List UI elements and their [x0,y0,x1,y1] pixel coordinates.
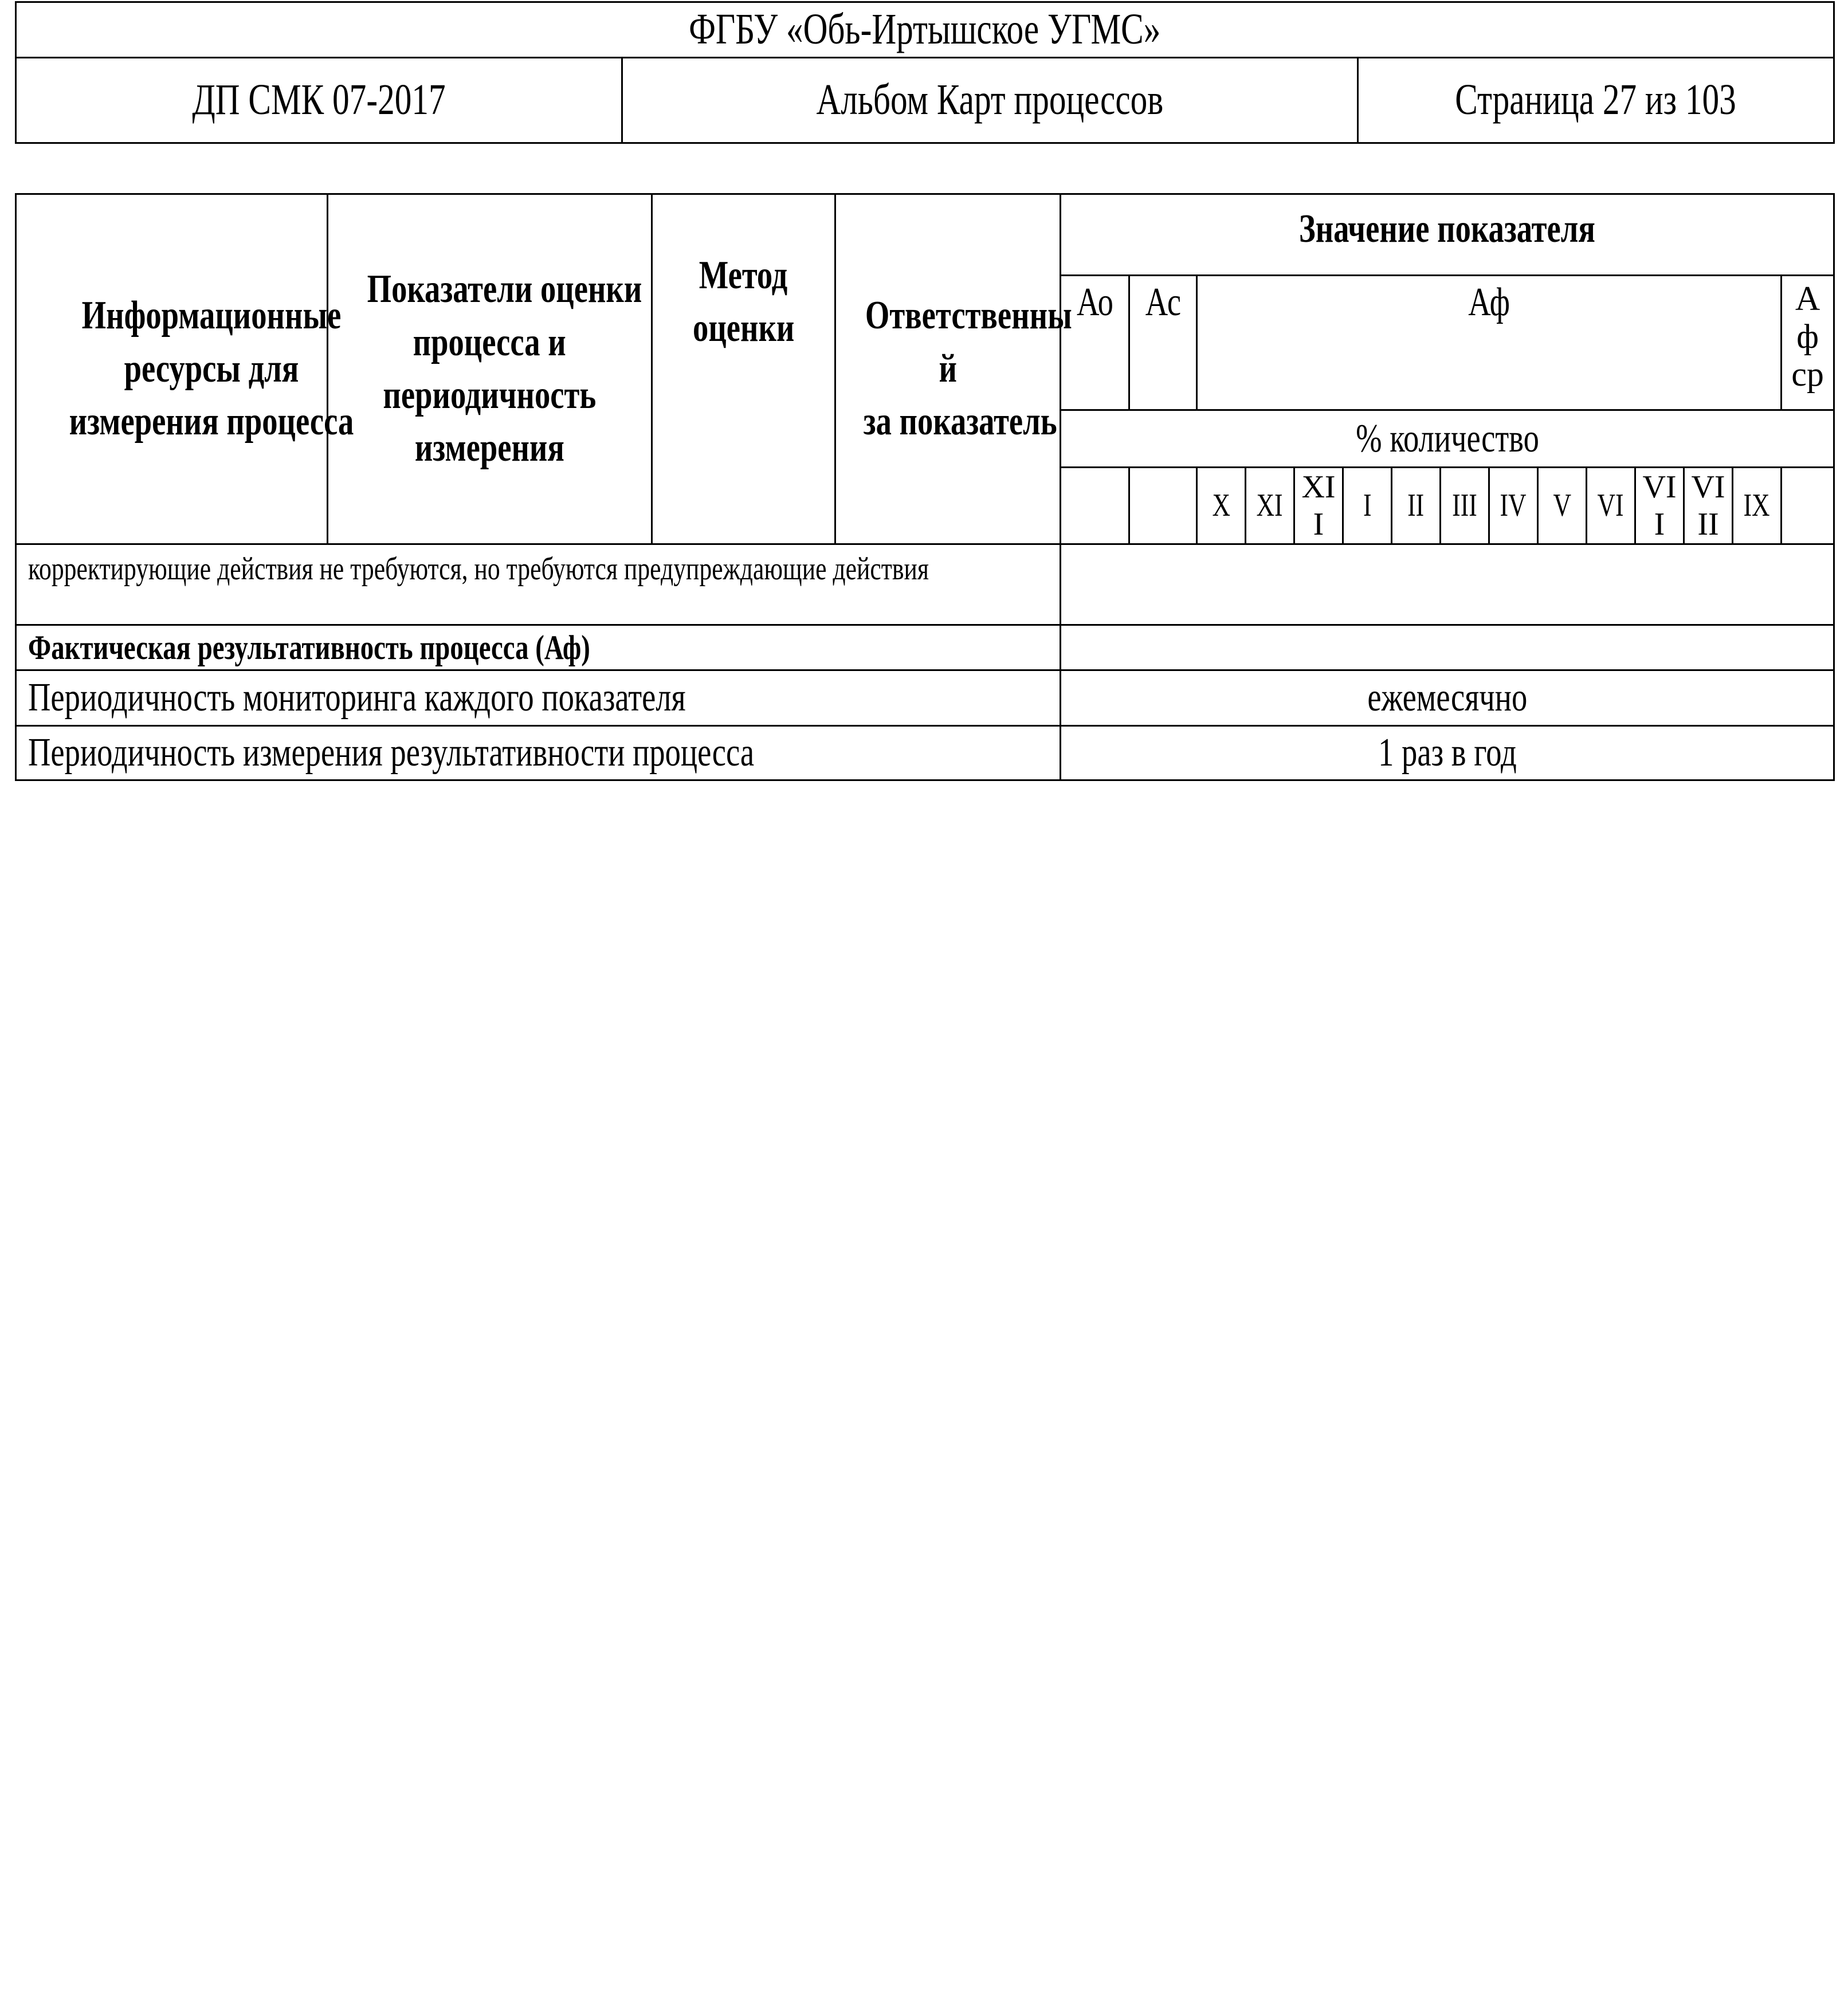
month-cell: X [1197,468,1246,544]
actual-effectiveness-value [1061,625,1834,670]
organization-name: ФГБУ «Обь-Иртышское УГМС» [16,2,1834,58]
month-cell: IV [1489,468,1538,544]
header-indicators: Показатели оценки процесса и периодичность измерения [328,194,652,544]
month-cell: V [1538,468,1587,544]
page-number: Страница 27 из 103 [1358,58,1834,143]
month-cell [1061,468,1129,544]
document-title: Альбом Карт процессов [622,58,1358,143]
subheader-percent-quantity: % количество [1061,410,1834,468]
header-info-resources: Информационные ресурсы для измерения процесса [16,194,328,544]
subheader-af: Аф [1197,276,1782,410]
month-cell: VI II [1684,468,1733,544]
month-cell [1129,468,1197,544]
subheader-af-average: А ф ср [1782,276,1834,410]
month-cell: II [1392,468,1441,544]
month-cell: VI [1587,468,1635,544]
month-cell: I [1343,468,1392,544]
header-responsible: Ответственны й за показатель [835,194,1061,544]
monitoring-periodicity-label: Периодичность мониторинга каждого показателя [16,670,1061,726]
note-preventive-actions: корректирующие действия не требуются, но требуются предупреждающие действия [16,544,1061,625]
subheader-ao: Ао [1061,276,1129,410]
month-cell: III [1441,468,1489,544]
month-cell: IX [1733,468,1782,544]
monitoring-periodicity-value: ежемесячно [1061,670,1834,726]
header-method: Метод оценки [652,194,835,544]
subheader-ac: Ас [1129,276,1197,410]
month-cell: XI I [1294,468,1343,544]
month-cell: XI [1246,468,1294,544]
process-indicators-table [15,193,1835,781]
measurement-periodicity-value: 1 раз в год [1061,726,1834,780]
month-cell [1782,468,1834,544]
measurement-periodicity-label: Периодичность измерения результативности процесса [16,726,1061,780]
document-code: ДП СМК 07-2017 [16,58,622,143]
note-value-cell [1061,544,1834,625]
month-cell: VI I [1635,468,1684,544]
document-header [15,1,1835,144]
header-indicator-value: Значение показателя [1061,194,1834,276]
actual-effectiveness-label: Фактическая результативность процесса (Аф) [16,625,1061,670]
